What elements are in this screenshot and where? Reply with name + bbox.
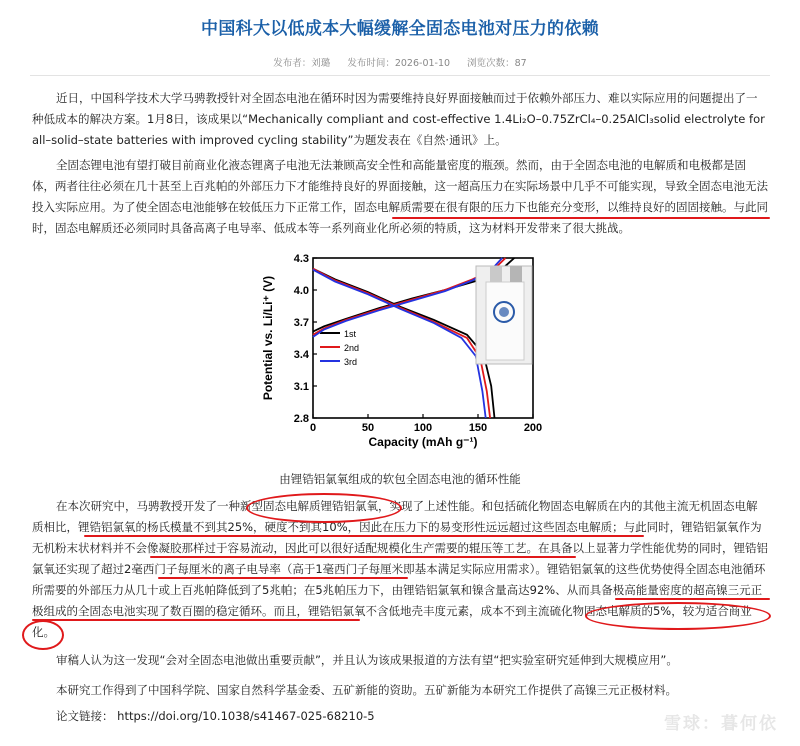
y-tick-label: 3.1 bbox=[293, 381, 309, 393]
publisher-text: 发布者：刘璐 bbox=[273, 58, 331, 69]
legend-label: 2nd bbox=[344, 343, 360, 353]
view-count-text: 浏览次数：87 bbox=[467, 58, 527, 69]
highlight-underline bbox=[158, 577, 408, 579]
series-3rd-discharge-line bbox=[313, 270, 486, 418]
highlight-underline bbox=[392, 217, 770, 219]
cycling-performance-figure bbox=[258, 248, 558, 449]
y-tick-label: 2.8 bbox=[293, 413, 309, 425]
highlight-underline bbox=[84, 535, 644, 537]
y-axis-label: Potential vs. Li/Li⁺ (V) bbox=[261, 275, 275, 401]
paragraph-background: 全固态锂电池有望打破目前商业化液态锂离子电池无法兼顾高安全性和高能量密度的瓶颈。然而，由于全固态电池的电解质和电极都是固体，两者往往必须在几十甚至上百兆帕的外部压力下才能维持良好的界面接触，这一超高压力在实际场景中几乎不可能实现，导致全固态电池无法投入实际应用。为了使全固态电池能够在较低压力下正常工作，固态电解质需要在很有限的压力下也能充分变形，以维持良好的固固接触。与此同时，固态电解质还必须同时具备高离子电导率、低成本等一系列商业化所必须的特质，这为材料开发带来了很大挑战。 bbox=[32, 158, 768, 235]
highlight-circle bbox=[22, 620, 64, 650]
y-tick-label: 4.3 bbox=[293, 253, 309, 265]
publish-date-text: 发布时间：2026-01-10 bbox=[347, 58, 451, 69]
y-tick-label: 4.0 bbox=[293, 285, 309, 297]
x-tick-label: 50 bbox=[361, 422, 375, 434]
paragraph-funding: 本研究工作得到了中国科学院、国家自然科学基金委、五矿新能的资助。五矿新能为本研究工作提供了高镍三元正极材料。 bbox=[56, 683, 677, 697]
paper-link[interactable]: 论文链接： https://doi.org/10.1038/s41467-025-68210-5 bbox=[56, 709, 375, 723]
paragraph-research: 在本次研究中，马骋教授开发了一种新型固态电解质锂锆铝氯氧，实现了上述性能。和包括硫化物固态电解质在内的其他主流无机固态电解质相比，锂锆铝氯氧的杨氏模量不到其25%，硬度不到其10%，因此在压力下的易变形性远远超过这些固态电解质；与此同时，锂锆铝氯氧作为无机粉末状材料并不会像凝胶那样过于容易流动，因此可以很好适配规模化生产需要的辊压等工艺。在具备以上显著力学性能优势的同时，锂锆铝氯氧还实现了超过2毫西门子每厘米的离子电导率（高于1毫西门子每厘米即基本满足实际应用需求）。锂锆铝氯氧的这些优势使得全固态电池循环所需要的外部压力从几十或上百兆帕降低到了5兆帕；在5兆帕压力下，由锂锆铝氯氧和镍含量高达92%、从而具备极高能量密度的超高镍三元正极组成的全固态电池实现了数百圈的稳定循环。而且，锂锆铝氯氧不含低地壳丰度元素，成本不到主流硫化物固态电解质的5%，较为适合商业化。 bbox=[32, 499, 768, 639]
series-2nd-discharge-line bbox=[313, 269, 490, 418]
x-tick-label: 0 bbox=[309, 422, 317, 434]
figure-caption: 由锂锆铝氯氧组成的软包全固态电池的循环性能 bbox=[279, 472, 521, 486]
x-tick-label: 150 bbox=[468, 422, 488, 434]
y-tick-label: 3.4 bbox=[293, 349, 309, 361]
voltage-capacity-chart bbox=[258, 248, 558, 449]
series-1st-discharge-line bbox=[313, 269, 495, 418]
article-title: 中国科大以低成本大幅缓解全固态电池对压力的依赖 bbox=[201, 19, 599, 39]
highlight-underline bbox=[150, 556, 576, 558]
title-divider bbox=[30, 75, 770, 76]
highlight-underline bbox=[32, 619, 360, 621]
highlight-underline bbox=[615, 598, 770, 600]
x-tick-label: 100 bbox=[413, 422, 433, 434]
paragraph-intro: 近日，中国科学技术大学马骋教授针对全固态电池在循环时因为需要维持良好界面接触而过于依赖外部压力、难以实际应用的问题提出了一种低成本的解决方案。1月8日，该成果以“Mechanically compliant and cost-effective 1.4Li₂O–0.75ZrCl₄–0.25AlCl₃solid electrolyte for all–solid–state batteries with improved cycling stability”为题发表在《自然·通讯》上。 bbox=[32, 91, 765, 147]
highlight-circle bbox=[246, 493, 402, 523]
series-3rd-charge-line bbox=[313, 258, 502, 337]
article-meta bbox=[0, 55, 800, 69]
legend-label: 3rd bbox=[344, 357, 358, 367]
x-axis-label: Capacity (mAh g⁻¹) bbox=[368, 435, 478, 449]
x-tick-label: 200 bbox=[523, 422, 543, 434]
watermark-text: 雪球：暮何依 bbox=[664, 714, 778, 734]
y-tick-label: 3.7 bbox=[293, 317, 309, 329]
paragraph-reviewer: 审稿人认为这一发现“会对全固态电池做出重要贡献”，并且认为该成果报道的方法有望“把实验室研究延伸到大规模应用”。 bbox=[56, 653, 678, 667]
pouch-cell-photo bbox=[476, 266, 532, 364]
highlight-circle bbox=[585, 602, 771, 630]
legend-label: 1st bbox=[344, 329, 357, 339]
